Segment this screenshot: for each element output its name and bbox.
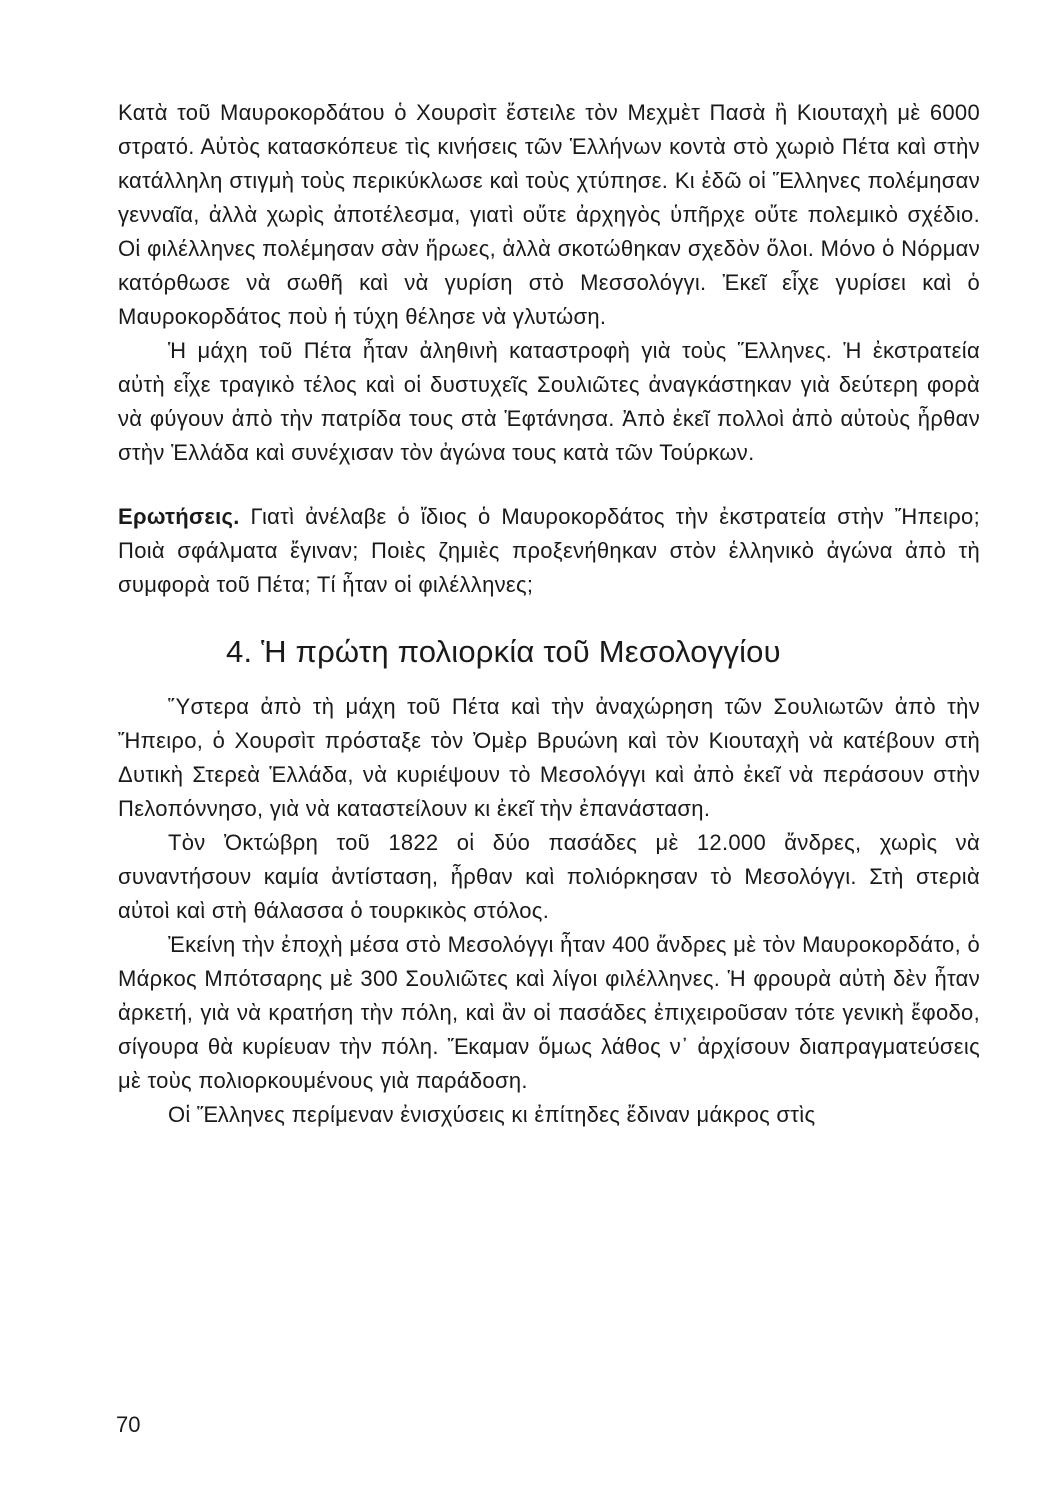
spacer [118, 672, 980, 690]
page-content [118, 96, 980, 1132]
body-paragraph: Ὕστερα ἀπὸ τὴ μάχη τοῦ Πέτα καὶ τὴν ἀναχώρηση τῶν Σουλιωτῶν ἀπὸ τὴν Ἤπειρο, ὁ Χουρσὶτ πρόσταξε τὸν Ὀμὲρ Βρυώνη καὶ τὸν Κιουταχὴ νὰ κατέβουν στὴ Δυτικὴ Στερεὰ Ἑλλάδα, νὰ κυριέψουν τὸ Μεσολόγγι καὶ ἀπὸ ἐκεῖ νὰ περάσουν στὴν Πελοπόννησο, γιὰ νὰ καταστείλουν κι ἐκεῖ τὴν ἐπανάσταση. [118, 694, 980, 821]
body-paragraph: Οἱ Ἕλληνες περίμεναν ἐνισχύσεις κι ἐπίτηδες ἔδιναν μάκρος στὶς [168, 1102, 816, 1127]
body-paragraph: Κατὰ τοῦ Μαυροκορδάτου ὁ Χουρσὶτ ἔστειλε τὸν Μεχμὲτ Πασὰ ἢ Κιουταχὴ μὲ 6000 στρατό. Αὐτὸς κατασκόπευε τὶς κινήσεις τῶν Ἑλλήνων κοντὰ στὸ χωριὸ Πέτα καὶ στὴν κατάλληλη στιγμὴ τοὺς περικύκλωσε καὶ τοὺς χτύπησε. Κι ἐδῶ οἱ Ἕλληνες πολέμησαν γενναῖα, ἀλλὰ χωρὶς ἀποτέλεσμα, γιατὶ οὔτε ἀρχηγὸς ὑπῆρχε οὔτε πολεμικὸ σχέδιο. Οἱ φιλέλληνες πολέμησαν σὰν ἥρωες, ἀλλὰ σκοτώθηκαν σχεδὸν ὅλοι. Μόνο ὁ Νόρμαν κατόρθωσε νὰ σωθῆ καὶ νὰ γυρίση στὸ Μεσσολόγγι. Ἐκεῖ εἶχε γυρίσει καὶ ὁ Μαυροκορδάτος ποὺ ἡ τύχη θέλησε νὰ γλυτώση. [118, 100, 980, 329]
body-paragraph: Ἡ μάχη τοῦ Πέτα ἦταν ἀληθινὴ καταστροφὴ γιὰ τοὺς Ἕλληνες. Ἡ ἐκστρατεία αὐτὴ εἶχε τραγικὸ τέλος καὶ οἱ δυστυχεῖς Σουλιῶτες ἀναγκάστηκαν γιὰ δεύτερη φορὰ νὰ φύγουν ἀπὸ τὴν πατρίδα τους στὰ Ἑφτάνησα. Ἀπὸ ἐκεῖ πολλοὶ ἀπὸ αὐτοὺς ἦρθαν στὴν Ἑλλάδα καὶ συνέχισαν τὸν ἀγώνα τους κατὰ τῶν Τούρκων. [118, 338, 980, 465]
page-number: 70 [116, 1412, 141, 1437]
questions-label: Ερωτήσεις. [118, 504, 240, 529]
body-paragraph: Ἐκείνη τὴν ἐποχὴ μέσα στὸ Μεσολόγγι ἦταν 400 ἄνδρες μὲ τὸν Μαυροκορδάτο, ὁ Μάρκος Μπότσαρης μὲ 300 Σουλιῶτες καὶ λίγοι φιλέλληνες. Ἡ φρουρὰ αὐτὴ δὲν ἦταν ἀρκετή, γιὰ νὰ κρατήση τὴν πόλη, καὶ ἂν οἱ πασάδες ἐπιχειροῦσαν τότε γενικὴ ἔφοδο, σίγουρα θὰ κυρίευαν τὴν πόλη. Ἔκαμαν ὅμως λάθος ν᾽ ἀρχίσουν διαπραγματεύσεις μὲ τοὺς πολιορκουμένους γιὰ παράδοση. [118, 932, 980, 1093]
questions-paragraph [118, 500, 980, 602]
spacer [118, 470, 980, 500]
section-heading: 4. Ἡ πρώτη πολιορκία τοῦ Μεσολογγίου [226, 634, 781, 669]
spacer [118, 602, 980, 632]
questions-text: Γιατὶ ἀνέλαβε ὁ ἴδιος ὁ Μαυροκορδάτος τὴν ἐκστρατεία στὴν Ἤπειρο; Ποιὰ σφάλματα ἔγιναν; Ποιὲς ζημιὲς προξενήθηκαν στὸν ἑλληνικὸ ἀγώνα ἀπὸ τὴ συμφορὰ τοῦ Πέτα; Τί ἦταν οἱ φιλέλληνες; [118, 504, 980, 597]
body-paragraph: Τὸν Ὀκτώβρη τοῦ 1822 οἱ δύο πασάδες μὲ 12.000 ἄνδρες, χωρὶς νὰ συναντήσουν καμία ἀντίσταση, ἦρθαν καὶ πολιόρκησαν τὸ Μεσολόγγι. Στὴ στεριὰ αὐτοὶ καὶ στὴ θάλασσα ὁ τουρκικὸς στόλος. [118, 830, 980, 923]
